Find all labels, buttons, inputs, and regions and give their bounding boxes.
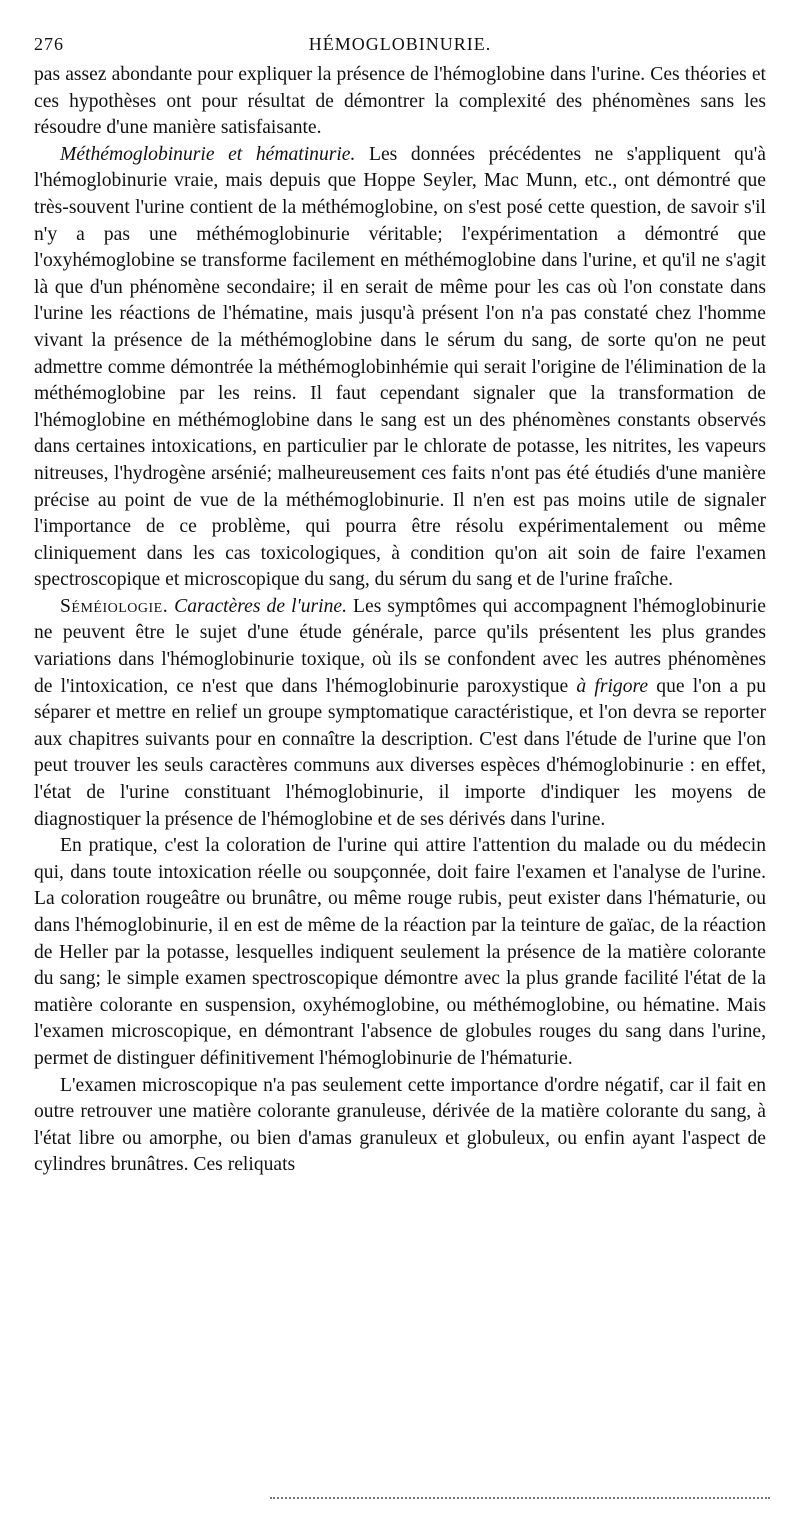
paragraph-examen-microscopique [34,1073,766,1179]
paragraph-1 [34,62,766,142]
footer-dotted-rule [270,1497,770,1499]
section-heading-semeiologie: Séméiologie. [60,595,169,617]
text-run: que l'on a pu séparer et mettre en relief un groupe symptomatique caractéristique, et l'on devra se reporter aux chapitres suivants pour en connaître la description. C'est dans l'étude de l'urine que l'on peut trouver les seuls caractères communs aux diverses espèces d'hémoglobinurie : en effet, l'état de l'urine constituant l'hémoglobinurie, il importe d'indiquer les moyens de diagnostiquer la présence de l'hémoglobine et de ses dérivés dans l'urine. [34,675,766,830]
body-text [34,62,766,1179]
paragraph-methemoglobinurie [34,142,766,594]
text-run: L'examen microscopique n'a pas seulement cette importance d'ordre négatif, car il fait en outre retrouver une matière colorante granuleuse, dérivée de la matière colorante du sang, à l'état libre ou amorphe, ou bien d'amas granuleux et globuleux, ou enfin ayant l'aspect de cylindres brunâtres. Ces reliquats [34,1074,766,1176]
paragraph-semeiologie [34,594,766,833]
subheading-caracteres-urine: Caractères de l'urine. [174,595,347,617]
text-run: pas assez abondante pour expliquer la présence de l'hémoglobine dans l'urine. Ces théories et ces hypothèses ont pour résultat de démontrer la complexité des phénomènes sans les résoudre d'une manière satisfaisante. [34,64,766,139]
italic-phrase-a-frigore: à frigore [576,675,649,697]
text-run: En pratique, c'est la coloration de l'urine qui attire l'attention du malade ou du médecin qui, dans toute intoxication réelle ou soupçonnée, doit faire l'examen et l'analyse de l'urine. La coloration rougeâtre ou brunâtre, ou même rouge rubis, peut exister dans l'hématurie, ou dans l'hémoglobinurie, il en est de même de la réaction par la teinture de gaïac, de la réaction de Heller par la potasse, lesquelles indiquent seulement la présence de la matière colorante du sang; le simple examen spectroscopique démontre avec la plus grande facilité l'état de la matière colorante en suspension, oxyhémoglobine, ou méthémoglobine, ou hématine. Mais l'examen microscopique, en démontrant l'absence de globules rouges du sang dans l'urine, permet de distinguer définitivement l'hémoglobinurie de l'hématurie. [34,835,766,1069]
page-number: 276 [34,34,64,54]
section-heading-methemoglobinurie: Méthémoglobinurie et hématinurie. [60,143,356,165]
paragraph-en-pratique [34,833,766,1072]
running-title: HÉMOGLOBINURIE. [308,34,492,54]
text-run: Les symptômes qui accompagnent l'hémoglobinurie ne peuvent être le sujet d'une étude générale, parce qu'ils présentent les plus grandes variations dans l'hémoglobinurie toxique, où ils se confondent avec les autres phénomènes de l'intoxication, ce n'est que dans l'hémoglobinurie paroxystique [34,595,766,697]
page-header [34,34,766,58]
text-run: Les données précédentes ne s'appliquent qu'à l'hémoglobinurie vraie, mais depuis que Hoppe Seyler, Mac Munn, etc., ont démontré que très-souvent l'urine contient de la méthémoglobine, on s'est posé cette question, de savoir s'il n'y a pas une méthémoglobinurie véritable; l'expérimentation a démontré que l'oxyhémoglobine se transforme facilement en méthémoglobine dans l'urine, et qu'il ne s'agit là que d'un phénomène secondaire; il en serait de même pour les cas où l'on constate dans l'urine les réactions de l'hématine, mais jusqu'à présent l'on n'a pas constaté chez l'homme vivant la présence de la méthémoglobine dans le sérum du sang, de sorte qu'on ne peut admettre comme démontrée la méthémoglobinhémie qui serait l'origine de l'élimination de la méthémoglobine par les reins. Il faut cependant signaler que la transformation de l'hémoglobine en méthémoglobine dans le sang est un des phénomènes constants observés dans certaines intoxications, en particulier par le chlorate de potasse, les nitrites, les vapeurs nitreuses, l'hydrogène arsénié; malheureusement ces faits n'ont pas été étudiés d'une manière précise au point de vue de la méthémoglobinurie. Il n'en est pas moins utile de signaler l'importance de ce problème, qui pourra être résolu expérimentalement ou même cliniquement dans les cas toxicologiques, à condition qu'on ait soin de faire l'examen spectroscopique et microscopique du sang, du sérum du sang et de l'urine fraîche. [34,143,766,591]
